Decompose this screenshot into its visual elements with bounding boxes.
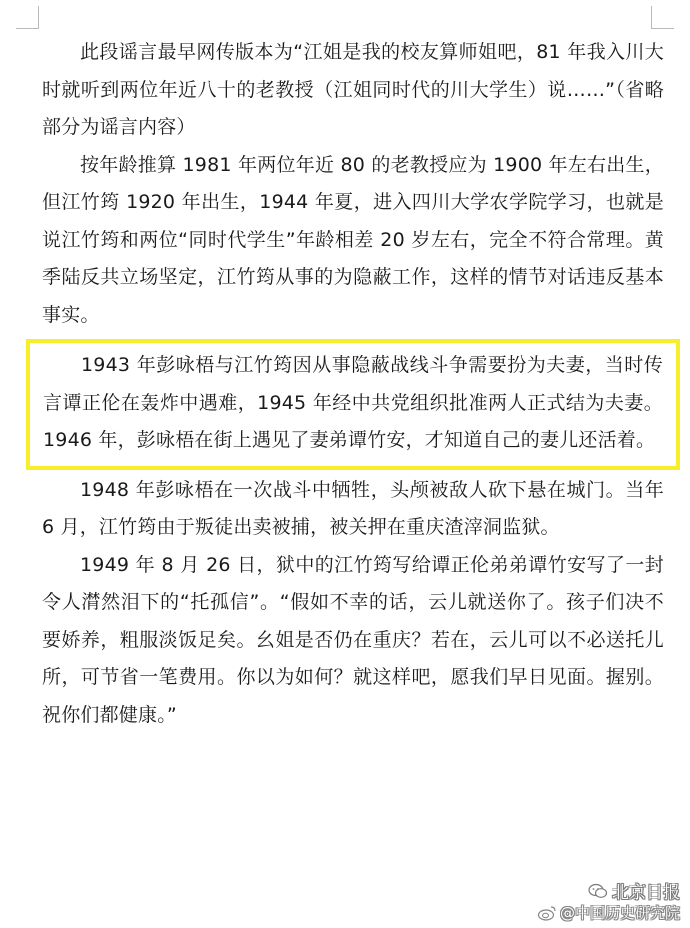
highlight-box <box>26 339 680 470</box>
wechat-icon <box>588 883 608 899</box>
paragraph-1949-letter: 1949 年 8 月 26 日，狱中的江竹筠写给谭正伦弟弟谭竹安写了一封令人潸然泪下的“托孤信”。“假如不幸的话，云儿就送你了。孩子们决不要娇养，粗服淡饭足矣。幺姐是否仍在重庆？若在，云儿可以不必送托儿所，可节省一笔费用。你以为如何？就这样吧，愿我们早日见面。握别。祝你们都健康。” <box>42 553 664 726</box>
watermark-source-text: 北京日报 <box>612 883 680 903</box>
page-corner-mark-right <box>651 6 674 29</box>
watermark-account-text: @中国历史研究院 <box>559 904 680 922</box>
page-corner-mark-left <box>16 6 39 29</box>
watermark <box>510 878 680 926</box>
paragraph-1948-sacrifice: 1948 年彭咏梧在一次战斗中牺牲，头颅被敌人砍下悬在城门。当年 6 月，江竹筠由于叛徒出卖被捕，被关押在重庆渣滓洞监狱。 <box>42 478 664 538</box>
watermark-wechat-line <box>588 878 680 903</box>
paragraph-rumor-origin: 此段谣言最早网传版本为“江姐是我的校友算师姐吧，81 年我入川大时就听到两位年近八十的老教授（江姐同时代的川大学生）说……”（省略部分为谣言内容） <box>42 41 664 138</box>
document-body <box>42 34 664 734</box>
paragraph-highlighted-marriage: 1943 年彭咏梧与江竹筠因从事隐蔽战线斗争需要扮为夫妻，当时传言谭正伦在轰炸中遇难，1945 年经中共党组织批准两人正式结为夫妻。1946 年，彭咏梧在街上遇见了妻弟谭竹安，才知道自己的妻儿还活着。 <box>43 354 663 451</box>
paragraph-age-analysis: 按年龄推算 1981 年两位年近 80 的老教授应为 1900 年左右出生，但江竹筠 1920 年出生，1944 年夏，进入四川大学农学院学习，也就是说江竹筠和两位“同时代学生”年龄相差 20 岁左右，完全不符合常理。黄季陆反共立场坚定，江竹筠从事的为隐蔽工作，这样的情节对话违反基本事实。 <box>42 153 664 326</box>
weibo-icon <box>537 905 557 921</box>
watermark-weibo-line <box>537 902 680 923</box>
